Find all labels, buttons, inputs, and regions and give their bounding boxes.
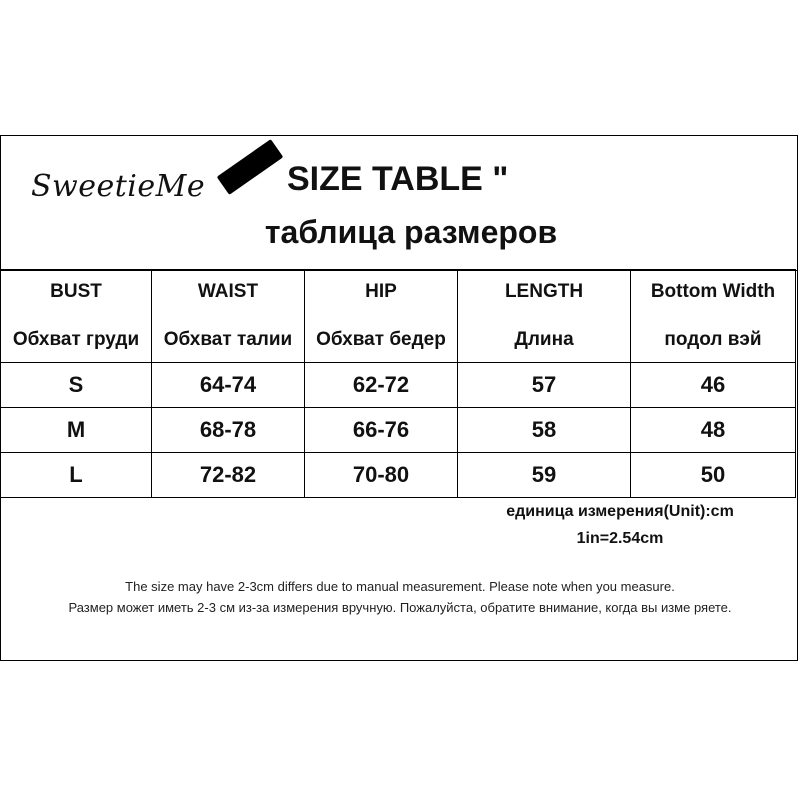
table-cell: 46 <box>631 363 796 408</box>
column-header-waist <box>152 270 305 363</box>
column-header-en: HIP <box>365 281 397 302</box>
table-header-row <box>1 270 796 363</box>
column-header-ru: Обхват груди <box>12 329 140 350</box>
column-header-ru: подол вэй <box>664 329 762 350</box>
column-header-en: Bottom Width <box>650 281 776 302</box>
conversion-line: 1in=2.54cm <box>576 530 664 547</box>
table-cell: 70-80 <box>305 453 458 498</box>
unit-info <box>460 498 780 552</box>
table-cell: 68-78 <box>152 408 305 453</box>
size-table <box>0 269 796 498</box>
column-header-bottom-width <box>631 270 796 363</box>
brand-logo: SweetieMe <box>31 169 206 204</box>
measurement-note <box>0 576 800 618</box>
column-header-ru: Обхват талии <box>163 329 293 350</box>
table-cell: 50 <box>631 453 796 498</box>
column-header-en: WAIST <box>197 281 259 302</box>
table-cell: 62-72 <box>305 363 458 408</box>
table-cell: 64-74 <box>152 363 305 408</box>
title-english: SIZE TABLE " <box>287 160 509 198</box>
column-header-bust <box>1 270 152 363</box>
note-russian: Размер может иметь 2-3 см из-за измерения вручную. Пожалуйста, обратите внимание, когда вы изме ряете. <box>68 600 732 615</box>
column-header-length <box>458 270 631 363</box>
size-chart-header <box>1 136 797 271</box>
table-cell: S <box>1 363 152 408</box>
table-row <box>1 363 796 408</box>
table-cell: 72-82 <box>152 453 305 498</box>
column-header-en: BUST <box>50 281 102 302</box>
table-cell: L <box>1 453 152 498</box>
unit-line: единица измерения(Unit):cm <box>506 503 734 520</box>
table-cell: 57 <box>458 363 631 408</box>
note-english: The size may have 2-3cm differs due to manual measurement. Please note when you measure. <box>125 579 675 594</box>
title-russian: таблица размеров <box>264 214 558 250</box>
column-header-ru: Длина <box>514 329 574 350</box>
brush-stroke-icon <box>217 139 284 195</box>
table-cell: 66-76 <box>305 408 458 453</box>
table-cell: M <box>1 408 152 453</box>
table-row <box>1 408 796 453</box>
table-row <box>1 453 796 498</box>
column-header-ru: Обхват бедер <box>316 329 446 350</box>
table-cell: 59 <box>458 453 631 498</box>
table-cell: 58 <box>458 408 631 453</box>
column-header-hip <box>305 270 458 363</box>
column-header-en: LENGTH <box>504 281 584 302</box>
table-cell: 48 <box>631 408 796 453</box>
